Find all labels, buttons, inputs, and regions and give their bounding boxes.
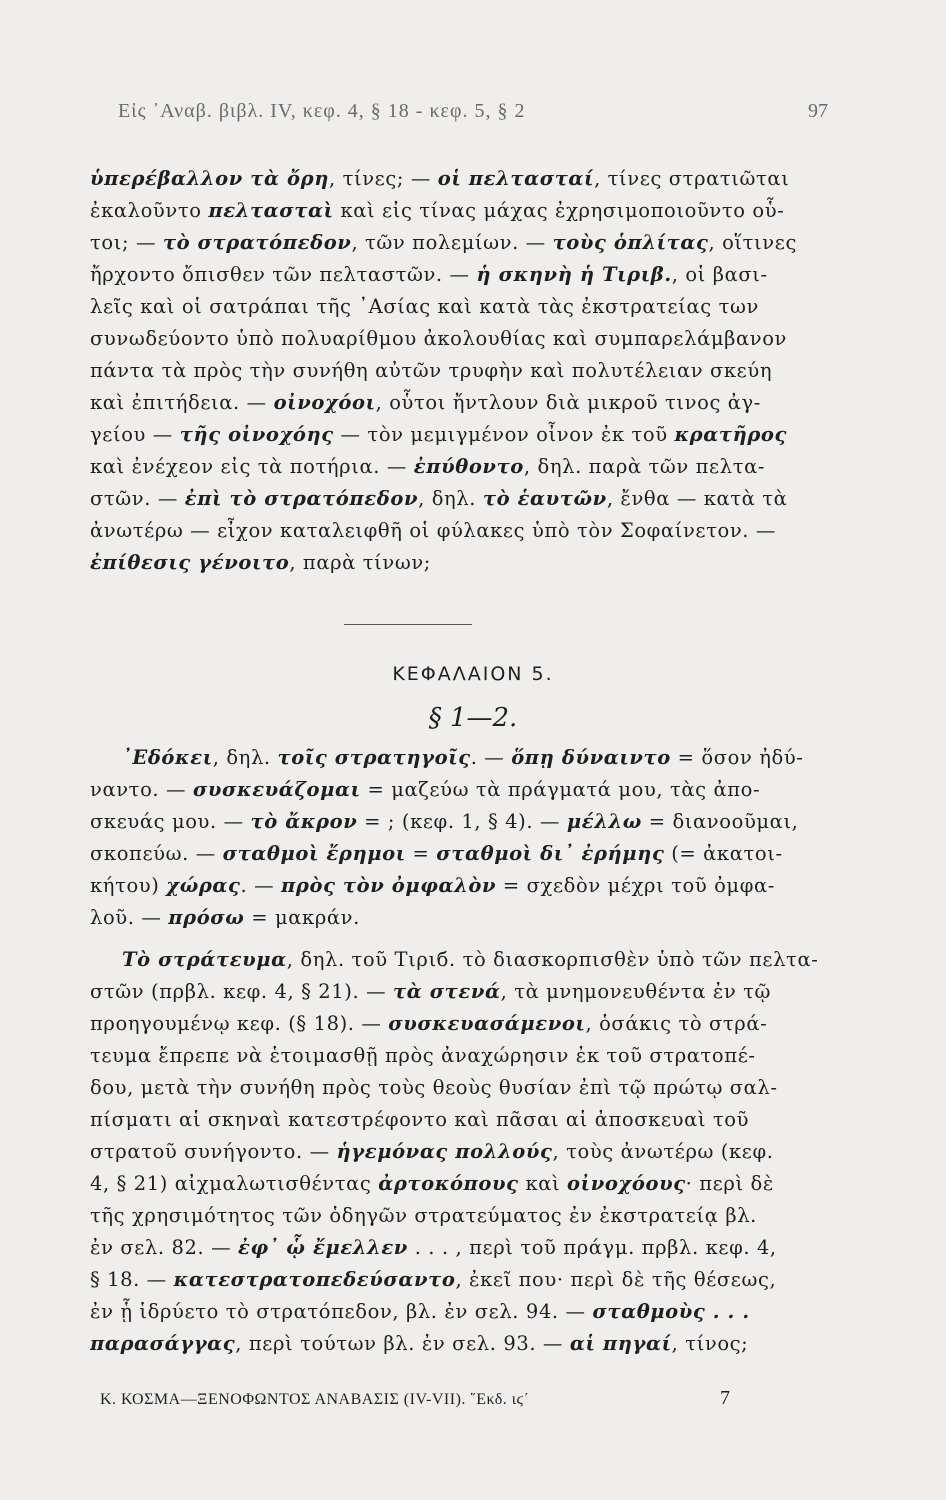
text-line: 4, § 21) αἰχμαλωτισθέντας ἀρτοκόπους καὶ οἰνοχόους· περὶ δὲ — [90, 1172, 774, 1195]
text-line: κήτου) χώρας. — πρὸς τὸν ὀμφαλὸν = σχεδὸν μέχρι τοῦ ὀμφα- — [90, 874, 775, 897]
text-line: γείου — τῆς οἰνοχόης — τὸν μεμιγμένον οἶνον ἐκ τοῦ κρατῆρος — [90, 423, 787, 446]
text-line: πάντα τὰ πρὸς τὴν συνήθη αὐτῶν τρυφὴν καὶ πολυτέλειαν σκεύη — [90, 359, 773, 382]
text-line: ναντο. — συσκευάζομαι = μαζεύω τὰ πράγματά μου, τὰς ἀπο- — [90, 778, 761, 801]
text-line: τευμα ἔπρεπε νὰ ἑτοιμασθῇ πρὸς ἀναχώρησιν ἐκ τοῦ στρατοπέ- — [90, 1044, 756, 1067]
section-heading: § 1—2. — [428, 703, 518, 733]
text-line: ἐπίθεσις γένοιτο, παρὰ τίνων; — [90, 551, 431, 574]
text-line: προηγουμένῳ κεφ. (§ 18). — συσκευασάμενοι, ὁσάκις τὸ στρά- — [90, 1012, 768, 1035]
text-line: στῶν. — ἐπὶ τὸ στρατόπεδον, δηλ. τὸ ἑαυτῶν, ἔνθα — κατὰ τὰ — [90, 487, 788, 510]
text-line: παρασάγγας, περὶ τούτων βλ. ἐν σελ. 93. — αἱ πηγαί, τίνος; — [90, 1332, 749, 1355]
text-line: ἐκαλοῦντο πελτασταὶ καὶ εἰς τίνας μάχας ἐχρησιμοποιοῦντο οὗ- — [90, 199, 785, 222]
text-line: τῆς χρησιμότητος τῶν ὁδηγῶν στρατεύματος ἐν ἐκστρατείᾳ βλ. — [90, 1204, 757, 1227]
chapter-heading: ΚΕΦΑΛΑΙΟΝ 5. — [392, 663, 554, 685]
text-line: καὶ ἐνέχεον εἰς τὰ ποτήρια. — ἐπύθοντο, δηλ. παρὰ τῶν πελτα- — [90, 455, 766, 478]
text-line: ἐν ᾗ ἱδρύετο τὸ στρατόπεδον, βλ. ἐν σελ. 94. — σταθμοὺς . . . — [90, 1300, 750, 1323]
page-number: 97 — [808, 100, 828, 122]
text-line: λοῦ. — πρόσω = μακράν. — [90, 906, 360, 929]
text-line: ἐν σελ. 82. — ἐφ᾿ ᾧ ἔμελλεν . . . , περὶ τοῦ πράγμ. πρβλ. κεφ. 4, — [90, 1236, 777, 1259]
footer-imprint: Κ. ΚΟΣΜΑ—ΞΕΝΟΦΩΝΤΟΣ ΑΝΑΒΑΣΙΣ (IV-VII). ῞Εκδ. ιϛ΄ — [100, 1391, 530, 1408]
text-line: δου, μετὰ τὴν συνήθη πρὸς τοὺς θεοὺς θυσίαν ἐπὶ τῷ πρώτῳ σαλ- — [90, 1076, 778, 1099]
text-line: στρατοῦ συνήγοντο. — ἡγεμόνας πολλούς, τοὺς ἀνωτέρω (κεφ. — [90, 1140, 774, 1163]
text-line: καὶ ἐπιτήδεια. — οἰνοχόοι, οὗτοι ἤντλουν διὰ μικροῦ τινος ἀγ- — [90, 391, 761, 414]
text-line: § 18. — κατεστρατοπεδεύσαντο, ἐκεῖ που· περὶ δὲ τῆς θέσεως, — [90, 1268, 777, 1291]
text-line: στῶν (πρβλ. κεφ. 4, § 21). — τὰ στενά, τὰ μνημονευθέντα ἐν τῷ — [90, 980, 772, 1003]
signature-mark: 7 — [720, 1387, 730, 1409]
text-line: πίσματι αἱ σκηναὶ κατεστρέφοντο καὶ πᾶσαι αἱ ἀποσκευαὶ τοῦ — [90, 1108, 750, 1131]
text-line: ᾿Εδόκει, δηλ. τοῖς στρατηγοῖς. — ὅπῃ δύναιντο = ὅσον ἠδύ- — [122, 746, 804, 769]
text-line: συνωδεύοντο ὑπὸ πολυαρίθμου ἀκολουθίας καὶ συμπαρελάμβανον — [90, 327, 787, 350]
text-line: τοι; — τὸ στρατόπεδον, τῶν πολεμίων. — τοὺς ὁπλίτας, οἵτινες — [90, 231, 797, 254]
separator-rule — [344, 624, 472, 625]
text-line: ἤρχοντο ὄπισθεν τῶν πελταστῶν. — ἡ σκηνὴ ἡ Τιριβ., οἱ βασι- — [90, 263, 768, 286]
text-line: σκευάς μου. — τὸ ἄκρον = ; (κεφ. 1, § 4). — μέλλω = διανοοῦμαι, — [90, 810, 799, 833]
text-line: Τὸ στράτευμα, δηλ. τοῦ Τιριб. τὸ διασκορπισθὲν ὑπὸ τῶν πελτα- — [122, 948, 819, 971]
running-head: Εἰς ᾿Αναβ. βιβλ. IV, κεφ. 4, § 18 - κεφ. 5, § 2 — [118, 100, 526, 122]
text-line: λεῖς καὶ οἱ σατράπαι τῆς ᾿Ασίας καὶ κατὰ τὰς ἐκστρατείας των — [90, 295, 759, 318]
text-line: ἀνωτέρω — εἶχον καταλειφθῆ οἱ φύλακες ὑπὸ τὸν Σοφαίνετον. — — [90, 519, 776, 542]
text-line: ὑπερέβαλλον τὰ ὄρη, τίνες; — οἱ πελτασταί, τίνες στρατιῶται — [90, 167, 790, 190]
text-line: σκοπεύω. — σταθμοὶ ἔρημοι = σταθμοὶ δι᾿ ἐρήμης (= ἀκατοι- — [90, 842, 783, 865]
